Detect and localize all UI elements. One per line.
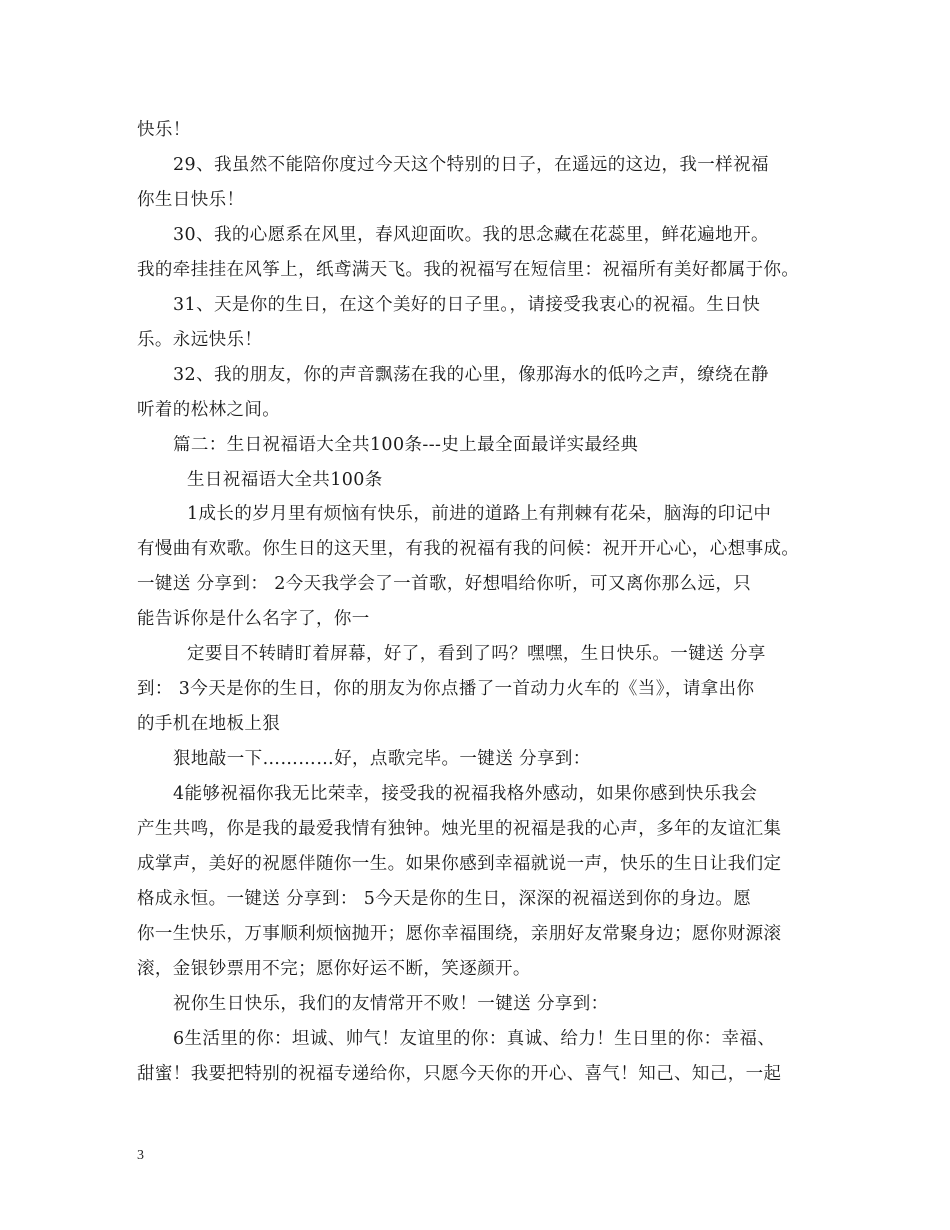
text-line: 快乐！ — [137, 120, 191, 140]
text-line: 到： 3今天是你的生日，你的朋友为你点播了一首动力火车的《当》，请拿出你 — [137, 679, 755, 699]
text-line: 30、我的心愿系在风里，春风迎面吹。我的思念藏在花蕊里，鲜花遍地开。 — [173, 225, 769, 245]
text-line: 我的牵挂挂在风筝上，纸鸢满天飞。我的祝福写在短信里：祝福所有美好都属于你。 — [137, 260, 800, 280]
text-line: 狠地敲一下…………好，点歌完毕。一键送 分享到： — [173, 749, 591, 769]
text-line: 定要目不转睛盯着屏幕，好了，看到了吗？嘿嘿，生日快乐。一键送 分享 — [187, 644, 766, 664]
text-line: 一键送 分享到： 2今天我学会了一首歌，好想唱给你听，可又离你那么远，只 — [137, 574, 752, 594]
text-line: 格成永恒。一键送 分享到： 5今天是你的生日，深深的祝福送到你的身边。愿 — [137, 889, 752, 909]
text-line: 你生日快乐！ — [137, 190, 245, 210]
text-line: 滚，金银钞票用不完；愿你好运不断，笑逐颜开。 — [137, 959, 531, 979]
text-line: 你一生快乐，万事顺利烦恼抛开；愿你幸福围绕，亲朋好友常聚身边；愿你财源滚 — [137, 924, 782, 944]
text-line: 31、天是你的生日，在这个美好的日子里。，请接受我衷心的祝福。生日快 — [173, 295, 761, 315]
text-line: 成掌声，美好的祝愿伴随你一生。如果你感到幸福就说一声，快乐的生日让我们定 — [137, 854, 782, 874]
text-line: 乐。永远快乐！ — [137, 330, 263, 350]
text-line: 有慢曲有欢歌。你生日的这天里，有我的祝福有我的问候：祝开开心心，心想事成。 — [137, 539, 800, 559]
text-line: 听着的松林之间。 — [137, 400, 281, 420]
text-line: 1成长的岁月里有烦恼有快乐，前进的道路上有荆棘有花朵，脑海的印记中 — [187, 504, 772, 524]
text-line: 祝你生日快乐，我们的友情常开不败！一键送 分享到： — [173, 994, 609, 1014]
page-number: 3 — [137, 1148, 144, 1163]
text-line: 能告诉你是什么名字了，你一 — [137, 609, 370, 629]
text-line: 29、我虽然不能陪你度过今天这个特别的日子，在遥远的这边，我一样祝福 — [173, 155, 769, 175]
section-subtitle: 生日祝福语大全共100条 — [187, 470, 383, 490]
text-line: 甜蜜！我要把特别的祝福专递给你，只愿今天你的开心、喜气！知己、知己，一起 — [137, 1064, 782, 1084]
text-line: 6生活里的你：坦诚、帅气！友谊里的你：真诚、给力！生日里的你：幸福、 — [173, 1029, 776, 1049]
text-line: 的手机在地板上狠 — [137, 714, 281, 734]
text-line: 32、我的朋友，你的声音飘荡在我的心里，像那海水的低吟之声，缭绕在静 — [173, 365, 769, 385]
section-heading: 篇二：生日祝福语大全共100条---史上最全面最详实最经典 — [173, 435, 639, 455]
text-line: 产生共鸣，你是我的最爱我情有独钟。烛光里的祝福是我的心声，多年的友谊汇集 — [137, 819, 782, 839]
text-line: 4能够祝福你我无比荣幸，接受我的祝福我格外感动，如果你感到快乐我会 — [173, 784, 758, 804]
